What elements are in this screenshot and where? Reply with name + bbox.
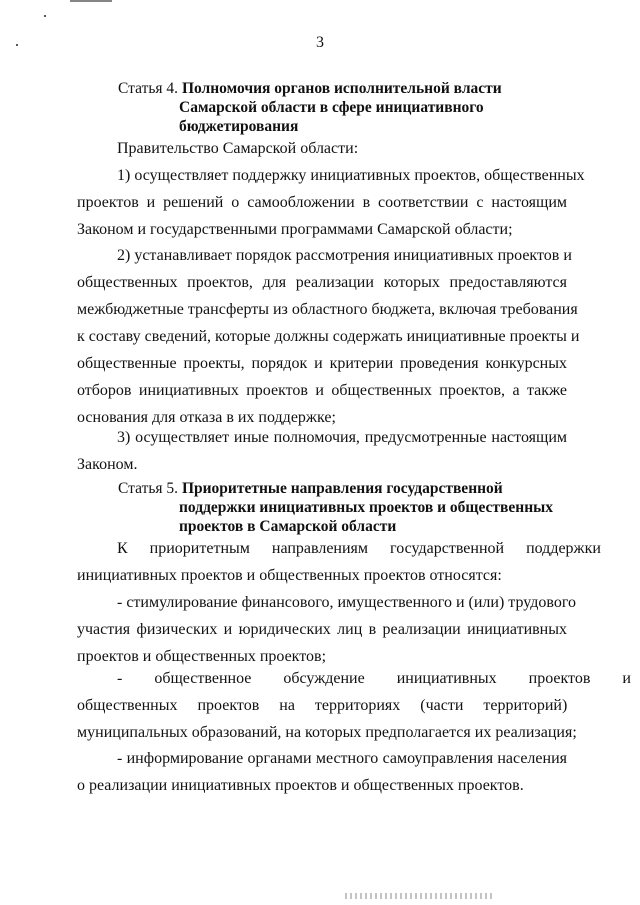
paragraph-line: проектов и общественных проектов;	[77, 648, 327, 665]
paragraph-line: 2) устанавливает порядок рассмотрения инициативных проектов и	[117, 247, 572, 264]
paragraph-line: Правительство Самарской области:	[117, 140, 359, 157]
paragraph-line: К приоритетным направлениям государственной поддержки	[117, 540, 601, 557]
article-4-item-1	[77, 162, 585, 243]
article-5-intro	[77, 535, 601, 589]
paragraph-line: участия физических и юридических лиц в реализации инициативных	[77, 621, 567, 638]
paragraph-line: о реализации инициативных проектов и общественных проектов.	[77, 777, 524, 794]
article-5-title-line: поддержки инициативных проектов и общественных	[179, 499, 554, 516]
paragraph-line: к составу сведений, которые должны содержать инициативные проекты и	[77, 328, 580, 345]
article-4-item-2	[77, 242, 580, 431]
paragraph-line: межбюджетные трансферты из областного бюджета, включая требования	[77, 301, 578, 318]
article-5-title-line: проектов в Самарской области	[179, 518, 397, 535]
article-4-title-line: Полномочия органов исполнительной власти	[181, 80, 502, 97]
article-5-title-line: Приоритетные направления государственной	[181, 480, 503, 497]
article-5-bullet-1	[77, 589, 576, 670]
article-5-bullet-2	[77, 665, 631, 746]
page-number: 3	[316, 34, 324, 51]
paragraph-line: проектов и решений о самообложении в соответствии с настоящим	[77, 194, 567, 211]
paragraph-line: Законом.	[77, 456, 138, 473]
article-4-prefix: Статья 4.	[118, 80, 179, 97]
article-4-item-3	[77, 424, 567, 478]
paragraph-line: общественных проектов на территориях (части территорий)	[77, 697, 568, 714]
paragraph-line: инициативных проектов и общественных проектов относятся:	[77, 567, 502, 584]
paragraph-line: - информирование органами местного самоуправления населения	[117, 750, 567, 767]
paragraph-line: отборов инициативных проектов и общественных проектов, а также	[77, 382, 567, 399]
article-5-bullet-3	[77, 745, 567, 799]
article-5-heading	[118, 479, 553, 536]
paragraph-line: основания для отказа в их поддержке;	[77, 409, 336, 426]
paragraph-line: общественных проектов, для реализации которых предоставляются	[77, 274, 567, 291]
scan-speck	[44, 15, 46, 17]
paragraph-line: Законом и государственными программами Самарской области;	[77, 221, 513, 238]
article-4-title-line: бюджетирования	[179, 118, 299, 135]
article-5-prefix: Статья 5.	[118, 480, 179, 497]
paragraph-line: муниципальных образований, на которых предполагается их реализация;	[77, 724, 577, 741]
paragraph-line: 1) осуществляет поддержку инициативных проектов, общественных	[117, 167, 585, 184]
article-4-heading	[118, 79, 502, 136]
article-4-intro	[77, 135, 567, 162]
paragraph-line: общественные проекты, порядок и критерии проведения конкурсных	[77, 355, 567, 372]
article-4-title-line: Самарской области в сфере инициативного	[179, 99, 484, 116]
paragraph-line: - общественное обсуждение инициативных проектов и	[117, 670, 631, 687]
paragraph-line: - стимулирование финансового, имущественного и (или) трудового	[117, 594, 576, 611]
scan-artifact	[70, 0, 112, 2]
scan-artifact	[345, 893, 495, 899]
paragraph-line: 3) осуществляет иные полномочия, предусмотренные настоящим	[117, 429, 567, 446]
